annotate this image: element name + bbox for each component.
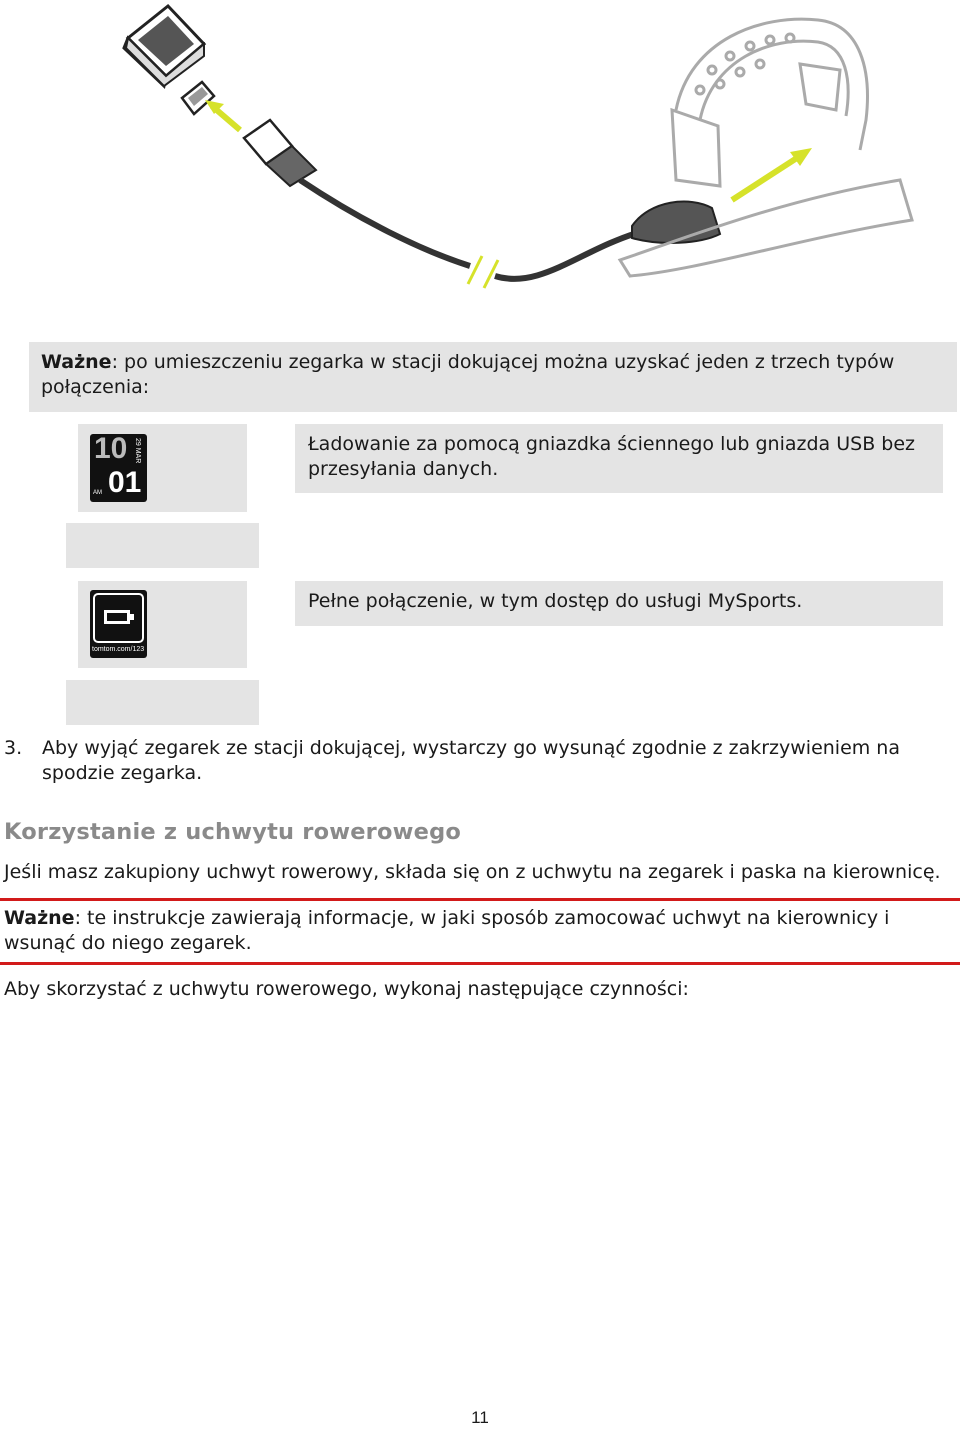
slide-arrow-icon bbox=[732, 156, 800, 200]
watch-time-display-icon bbox=[90, 434, 147, 502]
section-heading: Korzystanie z uchwytu rowerowego bbox=[4, 819, 462, 845]
important-note bbox=[29, 342, 957, 412]
screen-date: 29 MAR bbox=[134, 438, 141, 464]
page-number: 11 bbox=[471, 1408, 489, 1427]
followup-text: Aby skorzystać z uchwytu rowerowego, wykonaj następujące czynności: bbox=[4, 978, 689, 1000]
watch-battery-display-icon bbox=[90, 590, 147, 658]
step-number: 3. bbox=[4, 737, 23, 759]
full-connection-description: Pełne połączenie, w tym dostęp do usługi MySports. bbox=[308, 590, 803, 612]
screen-ampm: AM bbox=[93, 490, 102, 496]
usb-plug-icon bbox=[244, 120, 316, 186]
laptop-icon bbox=[124, 6, 204, 86]
divider-top bbox=[0, 898, 960, 901]
charging-description: Ładowanie za pomocą gniazdka ściennego lub gniazda USB bez przesyłania danych. bbox=[308, 433, 915, 480]
icon-cell-charging bbox=[78, 424, 247, 512]
divider-bottom bbox=[0, 962, 960, 965]
important-label: Ważne bbox=[4, 907, 75, 929]
desc-cell-full-connection bbox=[295, 581, 943, 626]
section-intro: Jeśli masz zakupiony uchwyt rowerowy, składa się on z uchwytu na zegarek i paska na kierownicę. bbox=[4, 861, 941, 883]
usb-dock-connection-illustration bbox=[0, 0, 960, 300]
note-text: : po umieszczeniu zegarka w stacji dokującej można uzyskać jeden z trzech typów połączenia: bbox=[41, 351, 895, 398]
usb-port-icon bbox=[182, 82, 214, 114]
important-paragraph bbox=[4, 906, 934, 956]
icon-cell-full-connection bbox=[78, 581, 247, 668]
desc-cell-charging bbox=[295, 424, 943, 493]
battery-icon bbox=[104, 610, 130, 624]
step-text: Aby wyjąć zegarek ze stacji dokującej, wystarczy go wysunąć zgodnie z zakrzywieniem na spodzie zegarka. bbox=[42, 737, 900, 784]
empty-cell bbox=[66, 523, 259, 568]
important-text: : te instrukcje zawierają informacje, w jaki sposób zamocować uchwyt na kierownicy i wsunąć do niego zegarek. bbox=[4, 907, 890, 954]
screen-url: tomtom.com/123 bbox=[92, 646, 145, 653]
note-label: Ważne bbox=[41, 351, 112, 373]
empty-cell bbox=[66, 680, 259, 725]
dock-cradle-icon bbox=[632, 202, 720, 243]
screen-minute: 01 bbox=[108, 466, 142, 499]
screen-hour: 10 bbox=[94, 432, 128, 465]
